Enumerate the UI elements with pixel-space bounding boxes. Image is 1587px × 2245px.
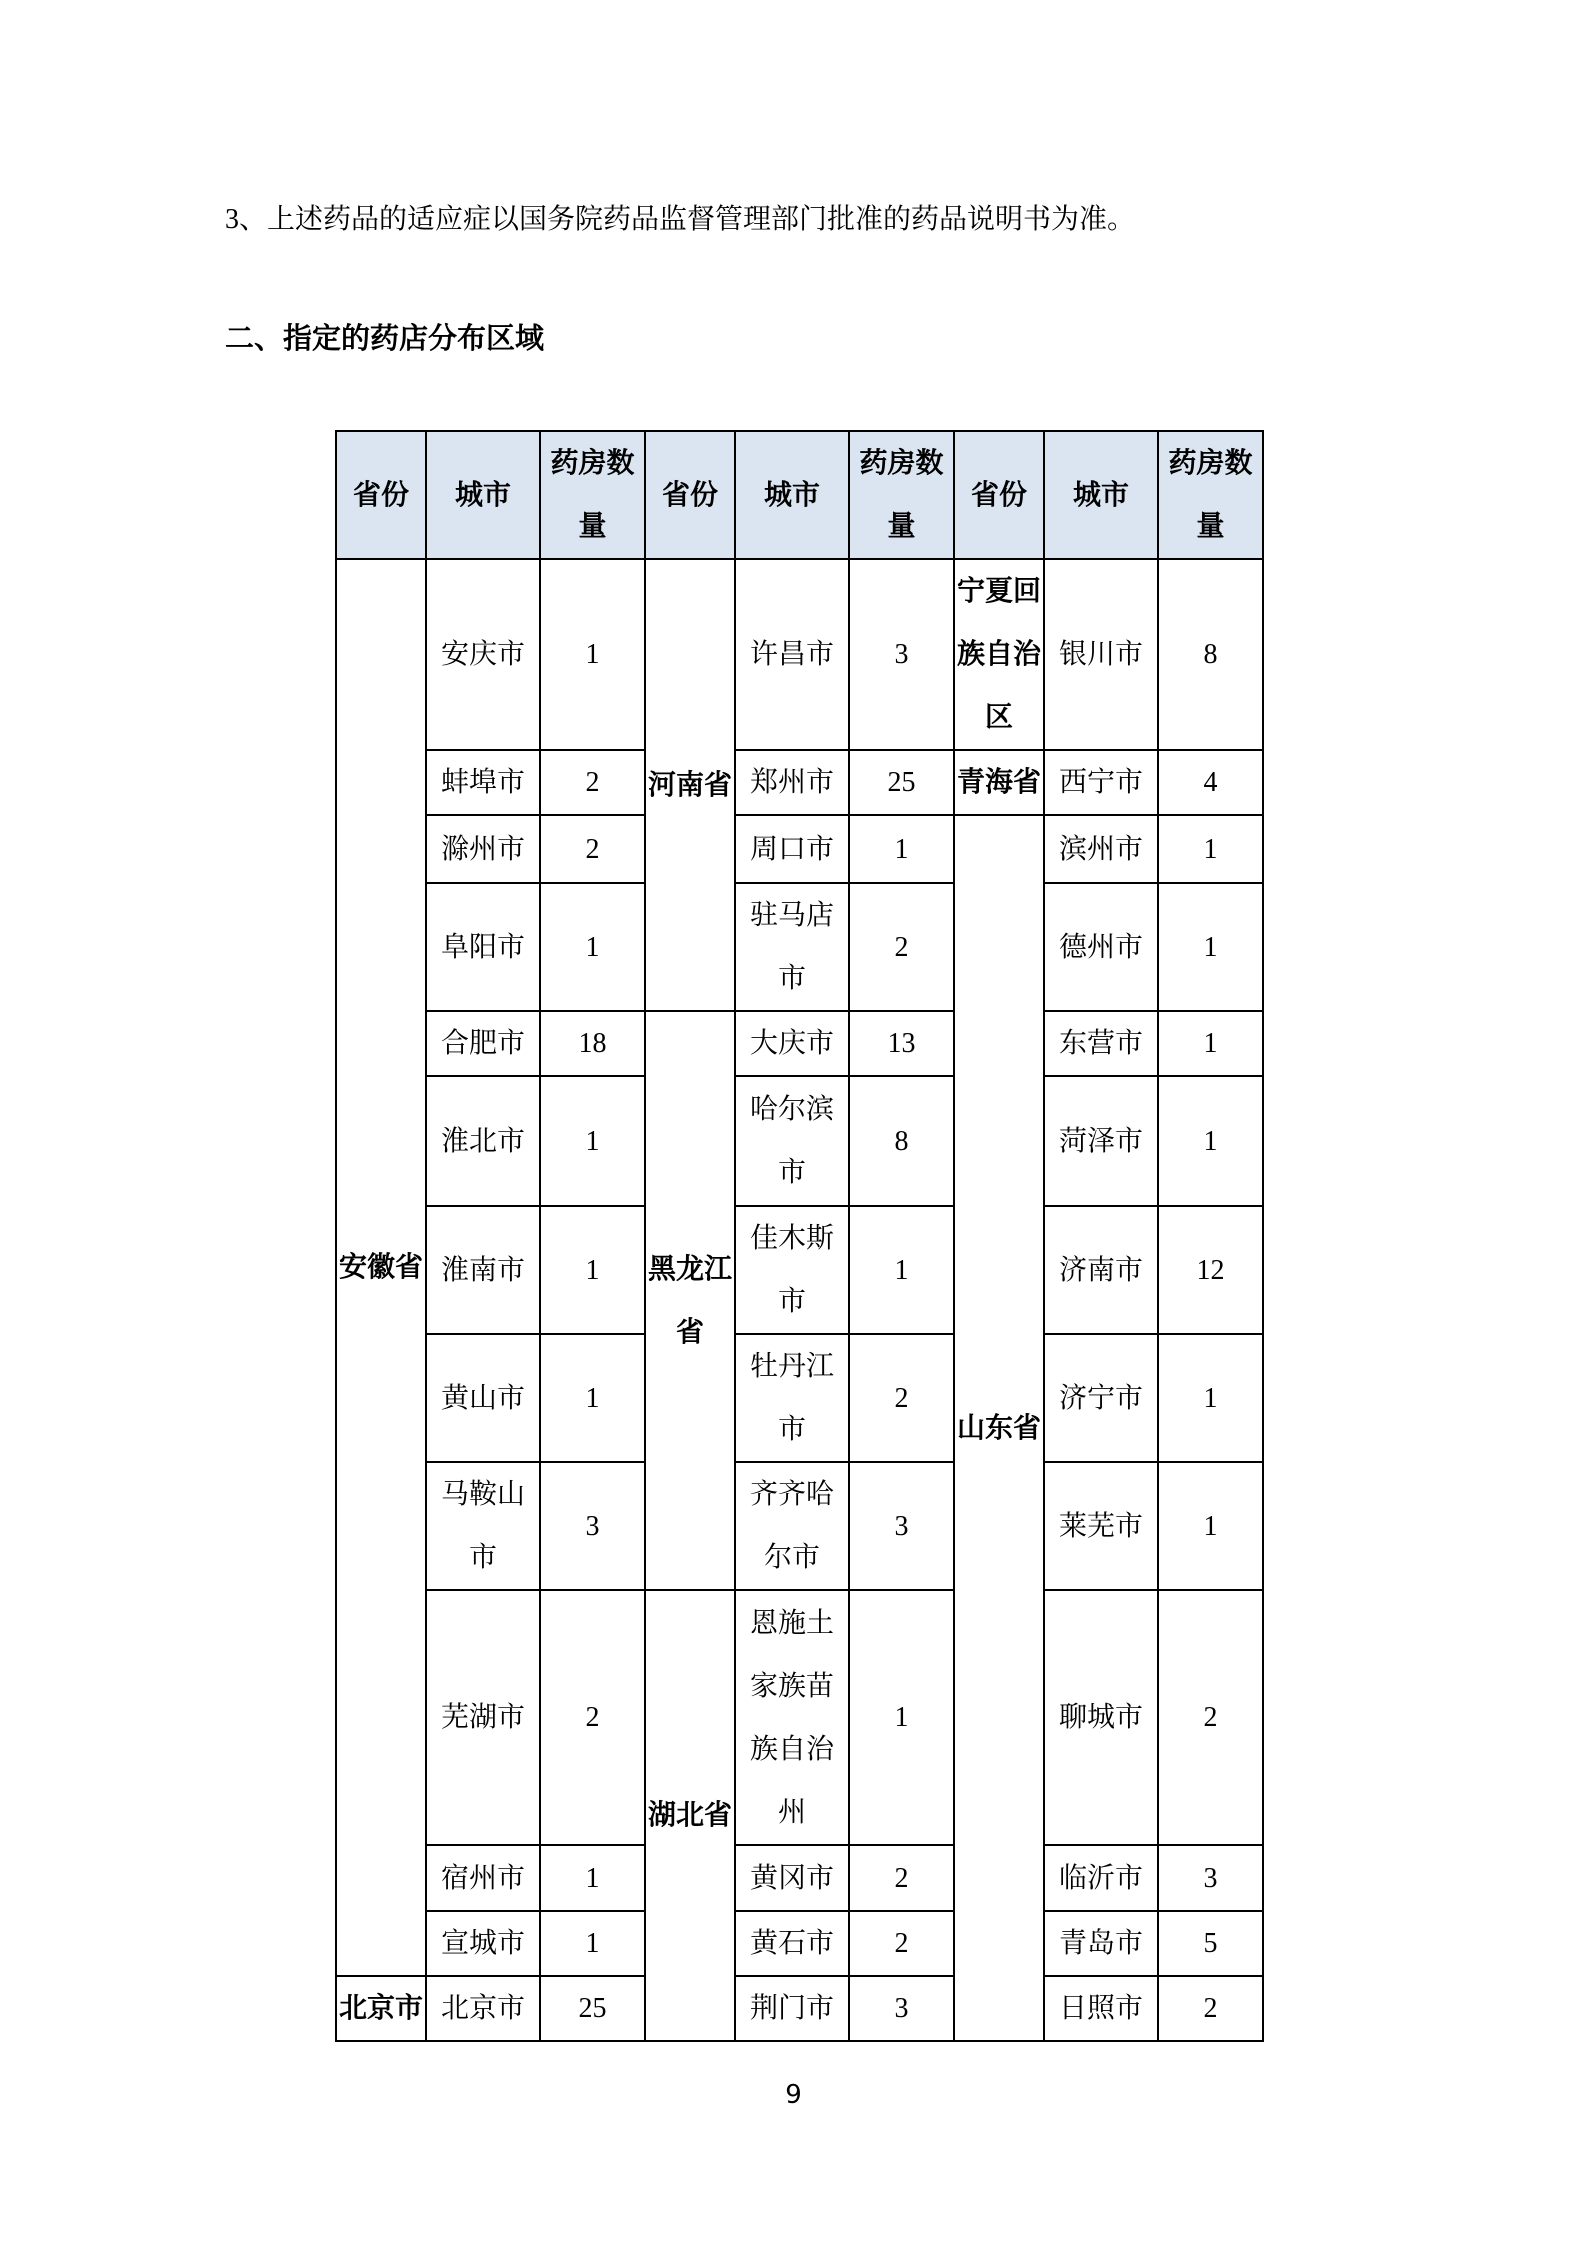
cell-count: 3 [1158,1845,1263,1911]
page-number: 9 [785,2080,802,2110]
cell-city: 滨州市 [1044,815,1158,883]
cell-count: 2 [1158,1590,1263,1845]
cell-city: 宣城市 [426,1911,540,1976]
cell-count: 25 [540,1976,645,2041]
cell-province-qinghai: 青海省 [954,750,1044,815]
cell-count: 1 [1158,1334,1263,1462]
cell-count: 1 [540,1334,645,1462]
table-row [336,559,1263,750]
cell-city: 安庆市 [426,559,540,750]
table-row [336,815,1263,883]
cell-province-anhui: 安徽省 [336,559,426,1976]
cell-city: 东营市 [1044,1011,1158,1076]
cell-count: 3 [849,1976,954,2041]
note-paragraph: 3、上述药品的适应症以国务院药品监督管理部门批准的药品说明书为准。 [225,204,1136,235]
cell-count: 1 [540,1076,645,1206]
cell-city: 大庆市 [735,1011,849,1076]
cell-province-heilongjiang: 黑龙江省 [645,1011,735,1590]
cell-city: 北京市 [426,1976,540,2041]
cell-count: 1 [1158,815,1263,883]
cell-province-beijing: 北京市 [336,1976,426,2041]
cell-count: 5 [1158,1911,1263,1976]
cell-count: 1 [1158,883,1263,1011]
cell-city: 蚌埠市 [426,750,540,815]
table-row [336,1206,1263,1334]
header-province-1: 省份 [336,431,426,559]
cell-count: 3 [540,1462,645,1590]
header-city-3: 城市 [1044,431,1158,559]
cell-count: 1 [849,1206,954,1334]
cell-city: 德州市 [1044,883,1158,1011]
cell-count: 1 [540,1206,645,1334]
table-row [336,1334,1263,1462]
cell-count: 1 [1158,1462,1263,1590]
cell-count: 1 [1158,1011,1263,1076]
cell-count: 2 [849,1334,954,1462]
cell-province-henan: 河南省 [645,559,735,1011]
cell-count: 1 [540,1845,645,1911]
table-row [336,883,1263,1011]
cell-count: 1 [540,559,645,750]
cell-city: 黄冈市 [735,1845,849,1911]
table-row [336,1462,1263,1590]
cell-count: 8 [1158,559,1263,750]
cell-city: 周口市 [735,815,849,883]
cell-province-hubei: 湖北省 [645,1590,735,2041]
cell-city: 齐齐哈尔市 [735,1462,849,1590]
header-count-2: 药房数量 [849,431,954,559]
table-row [336,1076,1263,1206]
cell-city: 淮南市 [426,1206,540,1334]
cell-city: 黄石市 [735,1911,849,1976]
cell-city: 黄山市 [426,1334,540,1462]
cell-city: 马鞍山市 [426,1462,540,1590]
cell-count: 2 [849,1845,954,1911]
cell-count: 2 [849,1911,954,1976]
cell-city: 宿州市 [426,1845,540,1911]
cell-count: 13 [849,1011,954,1076]
header-city-1: 城市 [426,431,540,559]
table-row [336,1845,1263,1911]
header-count-3: 药房数量 [1158,431,1263,559]
header-province-2: 省份 [645,431,735,559]
cell-count: 2 [849,883,954,1011]
cell-city: 合肥市 [426,1011,540,1076]
cell-city: 佳木斯市 [735,1206,849,1334]
table-row [336,1590,1263,1845]
cell-city: 许昌市 [735,559,849,750]
cell-count: 1 [849,1590,954,1845]
cell-count: 1 [540,883,645,1011]
table-row [336,1911,1263,1976]
cell-count: 25 [849,750,954,815]
cell-city: 日照市 [1044,1976,1158,2041]
cell-city: 郑州市 [735,750,849,815]
header-count-1: 药房数量 [540,431,645,559]
cell-city: 滁州市 [426,815,540,883]
cell-count: 8 [849,1076,954,1206]
cell-count: 3 [849,559,954,750]
cell-city: 莱芜市 [1044,1462,1158,1590]
cell-count: 1 [1158,1076,1263,1206]
cell-count: 2 [540,1590,645,1845]
cell-count: 12 [1158,1206,1263,1334]
pharmacy-distribution-table [335,430,1264,2042]
cell-city: 银川市 [1044,559,1158,750]
cell-city: 恩施土家族苗族自治州 [735,1590,849,1845]
cell-city: 济南市 [1044,1206,1158,1334]
cell-city: 牡丹江市 [735,1334,849,1462]
cell-city: 济宁市 [1044,1334,1158,1462]
header-province-3: 省份 [954,431,1044,559]
cell-city: 青岛市 [1044,1911,1158,1976]
cell-count: 4 [1158,750,1263,815]
cell-count: 3 [849,1462,954,1590]
cell-city: 淮北市 [426,1076,540,1206]
cell-count: 2 [1158,1976,1263,2041]
section-title: 二、指定的药店分布区域 [225,323,545,355]
cell-count: 1 [540,1911,645,1976]
cell-city: 菏泽市 [1044,1076,1158,1206]
table-row [336,1011,1263,1076]
cell-province-shandong: 山东省 [954,815,1044,2041]
cell-city: 阜阳市 [426,883,540,1011]
cell-count: 2 [540,815,645,883]
cell-city: 芜湖市 [426,1590,540,1845]
cell-count: 1 [849,815,954,883]
cell-province-ningxia: 宁夏回族自治区 [954,559,1044,750]
table-row [336,1976,1263,2041]
table-row [336,750,1263,815]
cell-city: 哈尔滨市 [735,1076,849,1206]
cell-count: 2 [540,750,645,815]
table-header-row [336,431,1263,559]
cell-count: 18 [540,1011,645,1076]
header-city-2: 城市 [735,431,849,559]
cell-city: 聊城市 [1044,1590,1158,1845]
cell-city: 荆门市 [735,1976,849,2041]
cell-city: 驻马店市 [735,883,849,1011]
cell-city: 临沂市 [1044,1845,1158,1911]
cell-city: 西宁市 [1044,750,1158,815]
